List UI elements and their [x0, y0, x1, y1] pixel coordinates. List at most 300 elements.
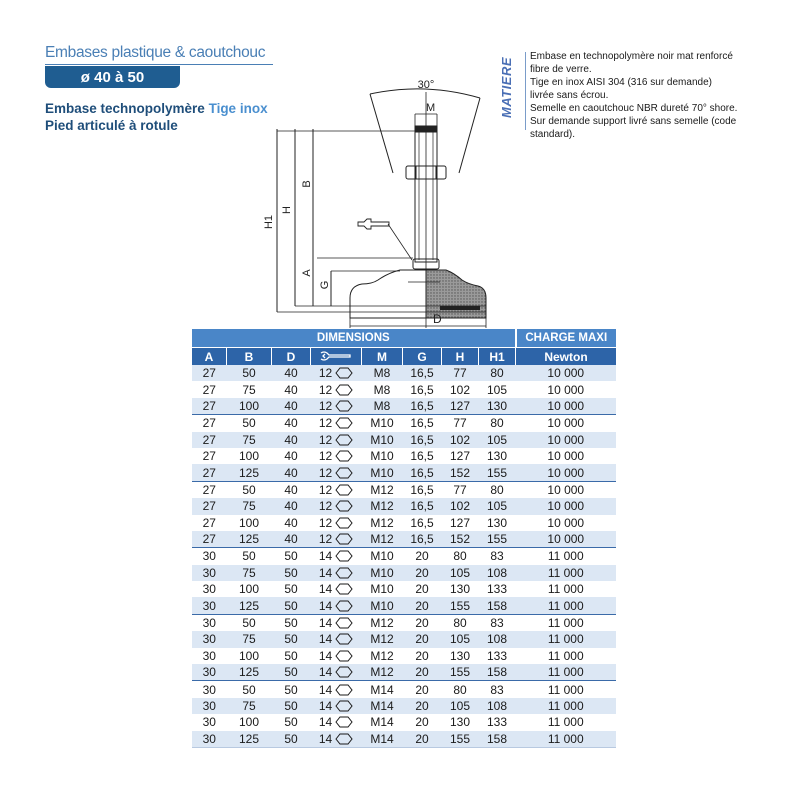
hexagon-icon: [335, 434, 353, 446]
material-line: fibre de verre.: [530, 64, 592, 75]
wrench-size-value: 12: [318, 382, 333, 397]
wrench-size-value: 14: [318, 616, 333, 631]
cell-h1: 105: [479, 498, 516, 514]
cell-h: 127: [449, 515, 471, 530]
cell-wrench-size: [311, 648, 362, 664]
cell-h: 77: [442, 481, 479, 498]
cell-b: 75: [242, 382, 256, 397]
wrench-size-value: 14: [318, 565, 333, 580]
cell-h: 102: [442, 432, 479, 448]
cell-h: 127: [442, 398, 479, 415]
cell-a: 27: [192, 398, 227, 415]
wrench-size-value: 12: [318, 416, 333, 431]
cell-h1: 155: [479, 464, 516, 481]
cell-m: M12: [362, 664, 403, 681]
cell-g: 16,5: [403, 398, 442, 415]
cell-b: 100: [238, 648, 260, 663]
wrench-size-value: 14: [318, 648, 333, 663]
table-row: [192, 365, 616, 381]
cell-b: 125: [227, 464, 272, 481]
material-line: Embase en technopolymère noir mat renforcé: [530, 51, 733, 62]
angle-label: 30°: [417, 79, 435, 91]
hexagon-icon: [335, 500, 353, 512]
cell-a: 30: [192, 548, 227, 565]
cell-h: 80: [442, 614, 479, 631]
subtitle-main: Embase technopolymère: [45, 101, 209, 116]
cell-h: 130: [449, 582, 471, 597]
cell-m: M10: [362, 565, 403, 581]
cell-g: 20: [403, 614, 442, 631]
cell-g: 20: [403, 565, 442, 581]
hexagon-icon: [335, 633, 353, 645]
col-g: G: [403, 348, 442, 366]
dim-a-label: A: [301, 269, 313, 277]
cell-a: 30: [202, 648, 216, 663]
tilt-right-line: [459, 98, 480, 173]
cell-newton: 11 000: [516, 565, 617, 581]
cell-m: M12: [362, 614, 403, 631]
table-row: [192, 415, 616, 432]
hexagon-icon: [335, 467, 353, 479]
cell-g: 16,5: [403, 432, 442, 448]
table-row: [192, 698, 616, 714]
cell-h1: 83: [479, 681, 516, 698]
cell-newton: 10 000: [516, 365, 617, 381]
cell-wrench-size: [311, 581, 362, 597]
cell-newton: 10 000: [516, 464, 617, 481]
hexagon-icon: [335, 567, 353, 579]
material-line: livrée sans écrou.: [530, 90, 609, 101]
wrench-size-value: 12: [318, 532, 333, 547]
cell-h1: 105: [486, 382, 508, 397]
cell-d: 50: [272, 664, 311, 681]
cell-wrench-size: [311, 531, 362, 548]
cell-b: 75: [227, 432, 272, 448]
dim-m-label: M: [426, 102, 436, 114]
table-row: [192, 681, 616, 698]
cell-b: 100: [227, 398, 272, 415]
table-row: [192, 648, 616, 664]
product-subtitle: [45, 100, 268, 134]
table-row: [192, 565, 616, 581]
cell-b: 125: [227, 531, 272, 548]
cell-a: 27: [202, 515, 216, 530]
cell-wrench-size: [311, 498, 362, 514]
table-row: [192, 548, 616, 565]
cell-wrench-size: [311, 565, 362, 581]
cell-wrench-size: [311, 714, 362, 730]
cell-h1: 158: [479, 597, 516, 614]
cell-h1: 130: [486, 449, 508, 464]
cell-a: 30: [192, 681, 227, 698]
table-row: [192, 464, 616, 481]
cell-a: 27: [192, 531, 227, 548]
cell-h1: 105: [479, 432, 516, 448]
material-line: Tige en inox AISI 304 (316 sur demande): [530, 77, 712, 88]
cell-h1: 83: [479, 614, 516, 631]
cell-h1: 130: [479, 398, 516, 415]
cell-g: 16,5: [403, 365, 442, 381]
hexagon-icon: [335, 384, 353, 396]
wrench-size-value: 12: [318, 449, 333, 464]
cell-m: M14: [370, 715, 394, 730]
cell-wrench-size: [311, 481, 362, 498]
table-row: [192, 398, 616, 415]
cell-h1: 130: [486, 515, 508, 530]
hexagon-icon: [335, 583, 353, 595]
hexagon-icon: [335, 417, 353, 429]
cell-g: 16,5: [403, 415, 442, 432]
hexagon-icon: [335, 484, 353, 496]
table-row: [192, 614, 616, 631]
cell-h: 105: [442, 698, 479, 714]
cell-d: 40: [272, 464, 311, 481]
cell-g: 16,5: [403, 531, 442, 548]
dim-g-label: G: [319, 280, 331, 290]
cell-a: 27: [192, 432, 227, 448]
cell-g: 16,5: [403, 498, 442, 514]
wrench-size-value: 14: [318, 731, 333, 746]
hexagon-icon: [335, 700, 353, 712]
cell-a: 27: [192, 498, 227, 514]
wrench-size-value: 14: [318, 699, 333, 713]
cell-m: M8: [362, 398, 403, 415]
cell-newton: 10 000: [516, 498, 617, 514]
cell-newton: 10 000: [547, 515, 585, 530]
hexagon-icon: [335, 716, 353, 728]
cell-d: 40: [284, 382, 298, 397]
cell-b: 50: [227, 614, 272, 631]
cell-a: 27: [192, 365, 227, 381]
cell-wrench-size: [311, 548, 362, 565]
cell-m: M10: [362, 464, 403, 481]
table-row: [192, 531, 616, 548]
cell-a: 30: [202, 582, 216, 597]
table-row: [192, 714, 616, 730]
cell-newton: 11 000: [516, 614, 617, 631]
cell-h: 102: [442, 498, 479, 514]
cell-d: 50: [284, 715, 298, 730]
cell-h1: 108: [479, 631, 516, 647]
cell-h: 80: [442, 548, 479, 565]
wrench-size-value: 12: [318, 499, 333, 514]
cell-h: 130: [449, 648, 471, 663]
cell-wrench-size: [311, 681, 362, 698]
cell-wrench-size: [311, 515, 362, 531]
cell-g: 20: [403, 698, 442, 714]
cell-d: 40: [272, 481, 311, 498]
cell-b: 100: [238, 715, 260, 730]
cell-a: 30: [192, 614, 227, 631]
hexagon-icon: [335, 450, 353, 462]
cell-d: 50: [272, 565, 311, 581]
cell-wrench-size: [311, 398, 362, 415]
cell-g: 16,5: [403, 481, 442, 498]
cell-m: M8: [373, 382, 391, 397]
hexagon-icon: [335, 666, 353, 678]
hexagon-icon: [335, 400, 353, 412]
cell-g: 16,5: [410, 449, 434, 464]
cell-wrench-size: [311, 698, 362, 714]
cell-g: 20: [415, 648, 429, 663]
wrench-size-value: 14: [318, 715, 333, 730]
cell-h1: 108: [479, 698, 516, 714]
wrench-size-value: 12: [318, 515, 333, 530]
cell-b: 125: [227, 664, 272, 681]
cell-h: 80: [442, 681, 479, 698]
col-b: B: [227, 348, 272, 366]
cell-newton: 11 000: [516, 731, 617, 748]
cell-b: 75: [227, 498, 272, 514]
cell-m: M12: [362, 481, 403, 498]
cell-h: 105: [442, 631, 479, 647]
base-right-section: [426, 270, 486, 318]
cell-newton: 10 000: [516, 531, 617, 548]
col-newton: Newton: [516, 348, 617, 366]
cell-a: 27: [192, 415, 227, 432]
cell-h: 155: [442, 597, 479, 614]
cell-h: 102: [449, 382, 471, 397]
table-row: [192, 381, 616, 397]
cell-g: 20: [403, 664, 442, 681]
cell-newton: 11 000: [516, 664, 617, 681]
cell-d: 50: [272, 681, 311, 698]
cell-a: 27: [192, 464, 227, 481]
hexagon-icon: [335, 517, 353, 529]
cell-h: 77: [442, 415, 479, 432]
col-wrench: [311, 348, 362, 366]
cell-d: 40: [272, 365, 311, 381]
dim-b-label: B: [301, 180, 313, 188]
cell-newton: 10 000: [547, 382, 585, 397]
wrench-size-value: 12: [318, 432, 333, 447]
cell-wrench-size: [311, 432, 362, 448]
cell-g: 20: [403, 597, 442, 614]
cell-a: 30: [192, 731, 227, 748]
cell-m: M14: [362, 731, 403, 748]
cell-g: 20: [403, 731, 442, 748]
cell-h: 105: [442, 565, 479, 581]
cell-newton: 10 000: [516, 415, 617, 432]
table-column-header: [192, 348, 616, 366]
dim-h1-label: H1: [263, 214, 275, 230]
cell-b: 125: [227, 597, 272, 614]
cell-wrench-size: [311, 464, 362, 481]
cell-a: 30: [202, 715, 216, 730]
cell-a: 27: [202, 382, 216, 397]
cell-g: 16,5: [403, 464, 442, 481]
cell-m: M10: [370, 449, 394, 464]
cell-g: 20: [415, 715, 429, 730]
cell-g: 16,5: [410, 515, 434, 530]
table-row: [192, 581, 616, 597]
cell-h: 77: [442, 365, 479, 381]
cell-h1: 80: [479, 481, 516, 498]
technical-drawing: [250, 70, 510, 330]
cell-h1: 83: [479, 548, 516, 565]
cell-g: 20: [403, 631, 442, 647]
cell-d: 40: [272, 498, 311, 514]
table-row: [192, 498, 616, 514]
cell-h: 152: [442, 464, 479, 481]
wrench-size-value: 14: [318, 682, 333, 697]
wrench-size-value: 14: [318, 632, 333, 647]
charge-group-header: CHARGE MAXI: [516, 329, 617, 348]
hexagon-icon: [335, 600, 353, 612]
cell-m: M10: [370, 582, 394, 597]
cell-wrench-size: [311, 597, 362, 614]
wrench-size-value: 14: [318, 582, 333, 597]
cell-d: 40: [272, 398, 311, 415]
table-row: [192, 731, 616, 748]
table-body: [192, 365, 616, 747]
table-row: [192, 448, 616, 464]
material-divider: [525, 52, 526, 130]
cell-newton: 11 000: [547, 648, 584, 663]
hexagon-icon: [335, 650, 353, 662]
cell-h1: 133: [486, 648, 508, 663]
cell-h1: 158: [479, 664, 516, 681]
table-row: [192, 432, 616, 448]
dimensions-group-header: DIMENSIONS: [192, 329, 516, 348]
cell-m: M12: [362, 631, 403, 647]
cell-wrench-size: [311, 448, 362, 464]
cell-a: 30: [192, 597, 227, 614]
cell-m: M14: [362, 681, 403, 698]
cell-m: M12: [370, 648, 394, 663]
cell-d: 50: [272, 731, 311, 748]
cell-d: 50: [272, 548, 311, 565]
cell-h: 127: [449, 449, 471, 464]
cell-d: 40: [284, 515, 298, 530]
cell-d: 40: [284, 449, 298, 464]
tilt-left-line: [370, 94, 393, 173]
cell-newton: 11 000: [516, 681, 617, 698]
cell-h: 155: [442, 731, 479, 748]
hexagon-icon: [335, 550, 353, 562]
cell-h1: 133: [486, 582, 508, 597]
cell-h1: 155: [479, 531, 516, 548]
cell-wrench-size: [311, 381, 362, 397]
cell-m: M10: [362, 597, 403, 614]
cell-a: 30: [192, 565, 227, 581]
cell-b: 50: [227, 681, 272, 698]
base-left: [350, 270, 426, 318]
material-line: standard).: [530, 129, 576, 140]
wrench-icon: [320, 351, 352, 361]
hexagon-icon: [335, 367, 353, 379]
col-h1: H1: [479, 348, 516, 366]
cell-b: 75: [227, 631, 272, 647]
cell-b: 50: [227, 481, 272, 498]
material-description: [530, 50, 737, 141]
cell-g: 16,5: [410, 382, 434, 397]
wrench-size-value: 12: [318, 482, 333, 497]
table-group-header: [192, 329, 616, 348]
cell-g: 20: [415, 582, 429, 597]
dim-h-label: H: [281, 206, 293, 214]
series-title: Embases plastique & caoutchouc: [45, 44, 266, 61]
cell-m: M10: [362, 415, 403, 432]
cell-m: M12: [362, 498, 403, 514]
subtitle-line-1: [45, 100, 268, 117]
cell-b: 100: [238, 449, 260, 464]
cell-wrench-size: [311, 365, 362, 381]
cell-d: 40: [272, 415, 311, 432]
cell-d: 50: [272, 631, 311, 647]
cell-b: 100: [238, 582, 260, 597]
wrench-callout-icon: [358, 219, 389, 229]
cell-wrench-size: [311, 631, 362, 647]
table-row: [192, 515, 616, 531]
cell-m: M12: [362, 531, 403, 548]
material-label: MATIERE: [499, 56, 515, 119]
material-line: Semelle en caoutchouc NBR dureté 70° shore.: [530, 103, 738, 114]
wrench-size-value: 12: [318, 465, 333, 480]
col-d: D: [272, 348, 311, 366]
cell-h1: 133: [486, 715, 508, 730]
cell-h: 152: [442, 531, 479, 548]
cell-newton: 10 000: [516, 398, 617, 415]
cell-b: 100: [238, 515, 260, 530]
cell-d: 40: [272, 432, 311, 448]
cell-a: 27: [202, 449, 216, 464]
material-label-box: [499, 50, 524, 130]
wrench-size-value: 14: [318, 665, 333, 680]
cell-b: 50: [227, 365, 272, 381]
cell-d: 50: [272, 614, 311, 631]
material-line: Sur demande support livré sans semelle (code: [530, 116, 737, 127]
cell-m: M10: [362, 432, 403, 448]
cell-h: 155: [442, 664, 479, 681]
title-rule: [45, 64, 273, 65]
cell-b: 50: [227, 415, 272, 432]
cell-newton: 10 000: [516, 481, 617, 498]
col-m: M: [362, 348, 403, 366]
cell-a: 30: [192, 698, 227, 714]
cell-h1: 158: [479, 731, 516, 748]
cell-newton: 11 000: [516, 597, 617, 614]
cell-newton: 11 000: [516, 698, 617, 714]
cell-a: 27: [192, 481, 227, 498]
subtitle-line-2: Pied articulé à rotule: [45, 118, 178, 133]
cell-h: 130: [449, 715, 471, 730]
hexagon-icon: [335, 617, 353, 629]
cell-newton: 10 000: [547, 449, 585, 464]
cell-b: 50: [227, 548, 272, 565]
cell-m: M14: [362, 698, 403, 714]
cell-d: 40: [272, 531, 311, 548]
cell-newton: 10 000: [516, 432, 617, 448]
wrench-size-value: 14: [318, 598, 333, 613]
cell-b: 75: [227, 698, 272, 714]
cell-wrench-size: [311, 614, 362, 631]
col-a: A: [192, 348, 227, 366]
col-h: H: [442, 348, 479, 366]
dimensions-table: [192, 329, 616, 748]
hexagon-icon: [335, 733, 353, 745]
cell-h1: 80: [479, 365, 516, 381]
cell-m: M8: [362, 365, 403, 381]
cell-wrench-size: [311, 731, 362, 748]
cell-d: 50: [272, 597, 311, 614]
cell-b: 75: [227, 565, 272, 581]
subtitle-accent: Tige inox: [208, 101, 268, 116]
wrench-size-value: 12: [318, 398, 333, 413]
diameter-badge: ø 40 à 50: [45, 66, 180, 88]
wrench-size-value: 14: [318, 549, 333, 564]
table-row: [192, 597, 616, 614]
